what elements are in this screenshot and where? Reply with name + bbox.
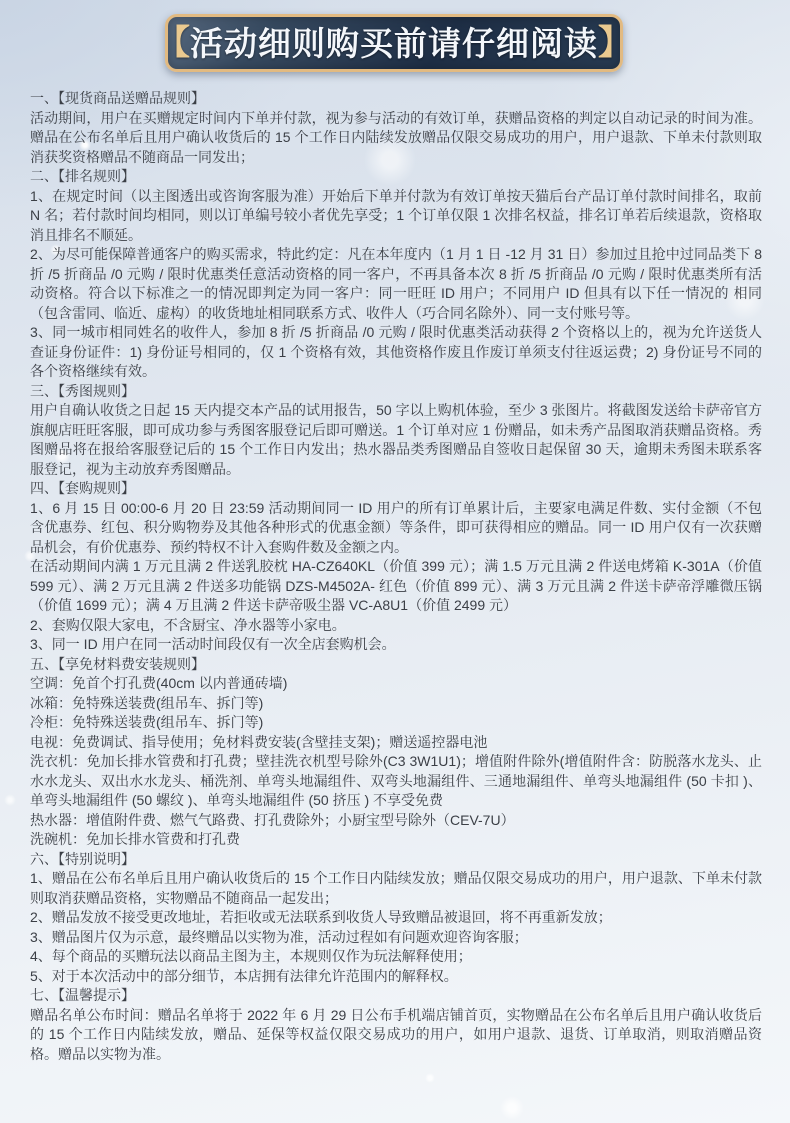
rule-paragraph: 冷柜：免特殊送装费(组吊车、拆门等) [30,714,264,730]
section-free-installation-rules [30,655,762,850]
rule-paragraph: 洗碗机：免加长排水管费和打孔费 [30,831,240,847]
section-title: 四、【套购规则】 [30,480,135,496]
rule-paragraph: 2、赠品发放不接受更改地址，若拒收或无法联系到收货人导致赠品被退回，将不再重新发放； [30,909,612,925]
rule-paragraph: 1、在规定时间（以主图透出或咨询客服为准）开始后下单并付款为有效订单按天猫后台产品订单付款时间排名，取前 N 名；若付款时间均相同，则以订单编号较小者优先享受；1 个订单仅限 1 次排名权益，排名订单若后续退款，资格取消且排名不顺延。 [30,187,762,243]
section-title: 三、【秀图规则】 [30,382,135,399]
section-title: 五、【享免材料费安装规则】 [30,655,205,672]
header-banner [156,14,632,72]
rule-paragraph: 在活动期间内满 1 万元且满 2 件送乳胶枕 HA-CZ640KL（价值 399 元）；满 1.5 万元且满 2 件送电烤箱 K-301A（价值 599 元）、满 2 万元且满 2 件送多功能锅 DZS-M4502A- 红色（价值 899 元）、满 3 万元且满 2 件送卡萨帝浮雕微压锅（价值 1699 元）；满 4 万且满 2 件送卡萨帝吸尘器 VC-A8U1（价值 2499 元） [30,558,762,613]
rule-paragraph: 用户自确认收货之日起 15 天内提交本产品的试用报告，50 字以上购机体验，至少 3 张图片。将截图发送给卡萨帝官方旗舰店旺旺客服，即可成功参与秀图客服登记后即可赠送。1 个订单对应 1 份赠品，如未秀产品图取消获赠品资格。秀图赠品将在报给客服登记后的 15 个工作日内发出；热水器品类秀图赠品自签收日起保留 30 天，逾期未秀图未联系客服登记，视为主动放弃秀图赠品。 [30,402,762,477]
rule-paragraph: 洗衣机：免加长排水管费和打孔费；壁挂洗衣机型号除外(C3 3W1U1)；增值附件除外(增值附件含：防脱落水龙头、止水水龙头、双出水水龙头、桶洗剂、单弯头地漏组件、双弯头地漏组件、三通地漏组件、单弯头地漏组件 (50 卡扣 )、单弯头地漏组件 (50 螺纹 )、单弯头地漏组件 (50 挤压 ) 不享受免费 [30,753,762,808]
banner-bracket-left: 【 [156,24,190,62]
rule-paragraph: 冰箱：免特殊送装费(组吊车、拆门等) [30,694,264,711]
section-photo-review-rules [30,382,762,480]
rule-paragraph: 空调：免首个打孔费(40cm 以内普通砖墙) [30,675,288,691]
section-bundle-purchase-rules [30,479,762,655]
page-title: 活动细则购买前请仔细阅读 [190,24,598,62]
rule-paragraph: 3、赠品图片仅为示意，最终赠品以实物为准，活动过程如有问题欢迎咨询客服； [30,928,528,945]
section-special-notes [30,850,762,987]
section-title: 七、【温馨提示】 [30,987,135,1003]
rule-paragraph: 1、6 月 15 日 00:00-6 月 20 日 23:59 活动期间同一 ID 用户的所有订单累计后，主要家电满足件数、实付金额（不包含优惠券、红包、积分购物券及其他各种形式的优惠金额）等条件，即可获得相应的赠品。同一 ID 用户仅有一次获赠品机会，有价优惠券、预约特权不计入套购件数及金额之内。 [30,499,762,555]
rule-paragraph: 3、同一 ID 用户在同一活动时间段仅有一次全店套购机会。 [30,636,396,652]
banner-bracket-right: 】 [598,24,632,62]
section-ranking-rules [30,167,762,382]
section-title: 六、【特别说明】 [30,850,135,867]
section-warm-tips [30,986,762,1064]
rule-paragraph: 1、赠品在公布名单后且用户确认收货后的 15 个工作日内陆续发放；赠品仅限交易成功的用户，用户退款、下单未付款则取消获赠品资格，实物赠品不随商品一起发出； [30,870,762,906]
rules-content [0,89,790,1064]
section-spot-goods-gift-rules [30,89,762,167]
rule-paragraph: 3、同一城市相同姓名的收件人，参加 8 折 /5 折商品 /0 元购 / 限时优惠类活动获得 2 个资格以上的，视为允许送货人查证身份证件：1) 身份证号相同的，仅 1 个资格有效，其他资格作废且作废订单须支付往返运费；2) 身份证号不同的各个资格继续有效。 [30,324,762,379]
rule-paragraph: 热水器：增值附件费、燃气气路费、打孔费除外；小厨宝型号除外（CEV-7U） [30,811,515,828]
rule-paragraph: 4、每个商品的买赠玩法以商品主图为主，本规则仅作为玩法解释使用； [30,948,472,964]
rule-paragraph: 5、对于本次活动中的部分细节，本店拥有法律允许范围内的解释权。 [30,967,458,984]
rule-paragraph: 2、为尽可能保障普通客户的购买需求，特此约定：凡在本年度内（1 月 1 日 -12 月 31 日）参加过且抢中过同品类下 8 折 /5 折商品 /0 元购 / 限时优惠类任意活动资格的同一客户，不再具备本次 8 折 /5 折商品 /0 元购 / 限时优惠类所有活动资格。符合以下标准之一的情况即判定为同一客户：同一旺旺 ID 用户；不同用户 ID 但具有以下任一情况的 相同（包含雷同、临近、虚构）的收货地址相同联系方式、收件人（巧合同名除外）、同一支付账号等。 [30,246,762,321]
rule-paragraph: 赠品名单公布时间：赠品名单将于 2022 年 6 月 29 日公布手机端店铺首页，实物赠品在公布名单后且用户确认收货后的 15 个工作日内陆续发放，赠品、延保等权益仅限交易成功的用户，如用户退款、退货、订单取消，则取消赠品资格。赠品以实物为准。 [30,1006,762,1062]
rule-paragraph: 电视：免费调试、指导使用；免材料费安装(含壁挂支架)；赠送遥控器电池 [30,733,488,750]
rule-paragraph: 活动期间，用户在买赠规定时间内下单并付款，视为参与活动的有效订单，获赠品资格的判定以自动记录的时间为准。赠品在公布名单后且用户确认收货后的 15 个工作日内陆续发放赠品仅限交易成功的用户，用户退款、下单未付款则取消获奖资格赠品不随商品一同发出； [30,109,762,165]
rule-paragraph: 2、套购仅限大家电，不含厨宝、净水器等小家电。 [30,616,346,633]
section-title: 二、【排名规则】 [30,168,135,184]
section-title: 一、【现货商品送赠品规则】 [30,90,205,106]
